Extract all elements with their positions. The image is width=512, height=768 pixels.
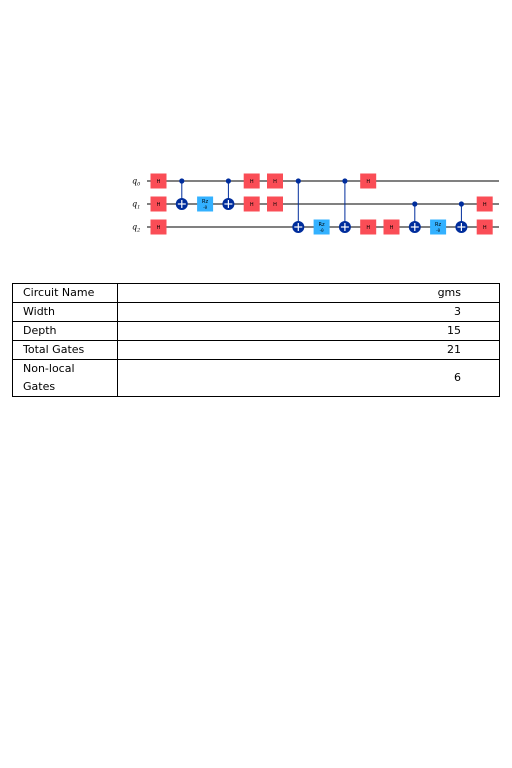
control-dot — [296, 178, 301, 183]
hadamard-gate — [360, 174, 376, 189]
row-value: gms — [118, 284, 500, 303]
table-row — [13, 360, 500, 397]
gate-label: H — [156, 202, 161, 208]
cnot-gate — [455, 201, 467, 233]
hadamard-gate — [244, 174, 260, 189]
cnot-gate — [409, 201, 421, 233]
hadamard-gate — [267, 174, 283, 189]
cnot-gate — [222, 178, 234, 210]
gate-label: H — [482, 225, 487, 231]
hadamard-gate — [384, 220, 400, 235]
hadamard-gate — [151, 220, 167, 235]
circuit-info-table — [12, 283, 500, 397]
gate-label: Rz — [435, 222, 442, 228]
table-row — [13, 284, 500, 303]
control-dot — [226, 178, 231, 183]
row-value: 21 — [118, 341, 500, 360]
rz-gate — [314, 220, 330, 235]
cnot-gate — [176, 178, 188, 210]
gate-param: -θ — [319, 228, 324, 233]
hadamard-gate — [244, 197, 260, 212]
gate-label: H — [249, 179, 254, 185]
gate-label: H — [249, 202, 254, 208]
gate-label: H — [156, 225, 161, 231]
cnot-gate — [292, 178, 304, 233]
gate-label: H — [389, 225, 394, 231]
gate-param: -θ — [436, 228, 441, 233]
gate-label: H — [366, 179, 371, 185]
rz-gate — [197, 197, 213, 212]
gate-label: Rz — [202, 199, 209, 205]
row-value: 15 — [118, 322, 500, 341]
rz-gate — [430, 220, 446, 235]
control-dot — [179, 178, 184, 183]
control-dot — [412, 201, 417, 206]
row-name: Circuit Name — [13, 284, 118, 303]
qubit-labels — [132, 177, 141, 234]
hadamard-gate — [360, 220, 376, 235]
row-name: Total Gates — [13, 341, 118, 360]
row-value: 6 — [118, 360, 500, 397]
table-row — [13, 341, 500, 360]
control-dot — [342, 178, 347, 183]
target-icon — [409, 221, 421, 233]
control-dot — [459, 201, 464, 206]
qubit-label: $q_0$ — [132, 176, 141, 188]
row-name: Non-local Gates — [13, 360, 118, 397]
gate-label: H — [366, 225, 371, 231]
table-row — [13, 303, 500, 322]
qubit-label: $q_1$ — [132, 199, 141, 211]
hadamard-gate — [267, 197, 283, 212]
gate-label: H — [156, 179, 161, 185]
target-icon — [339, 221, 351, 233]
gate-label: H — [482, 202, 487, 208]
cnot-gate — [339, 178, 351, 233]
quantum-circuit-diagram — [0, 0, 512, 270]
target-icon — [455, 221, 467, 233]
hadamard-gate — [477, 197, 493, 212]
hadamard-gate — [151, 197, 167, 212]
qubit-label: $q_2$ — [132, 222, 141, 234]
row-name: Width — [13, 303, 118, 322]
table-row — [13, 322, 500, 341]
target-icon — [222, 198, 234, 210]
gate-param: -θ — [203, 205, 208, 210]
gate-label: H — [273, 202, 277, 208]
hadamard-gate — [477, 220, 493, 235]
gate-label: H — [273, 179, 277, 185]
gate-label: Rz — [318, 222, 325, 228]
row-name: Depth — [13, 322, 118, 341]
row-value: 3 — [118, 303, 500, 322]
hadamard-gate — [151, 174, 167, 189]
target-icon — [292, 221, 304, 233]
target-icon — [176, 198, 188, 210]
